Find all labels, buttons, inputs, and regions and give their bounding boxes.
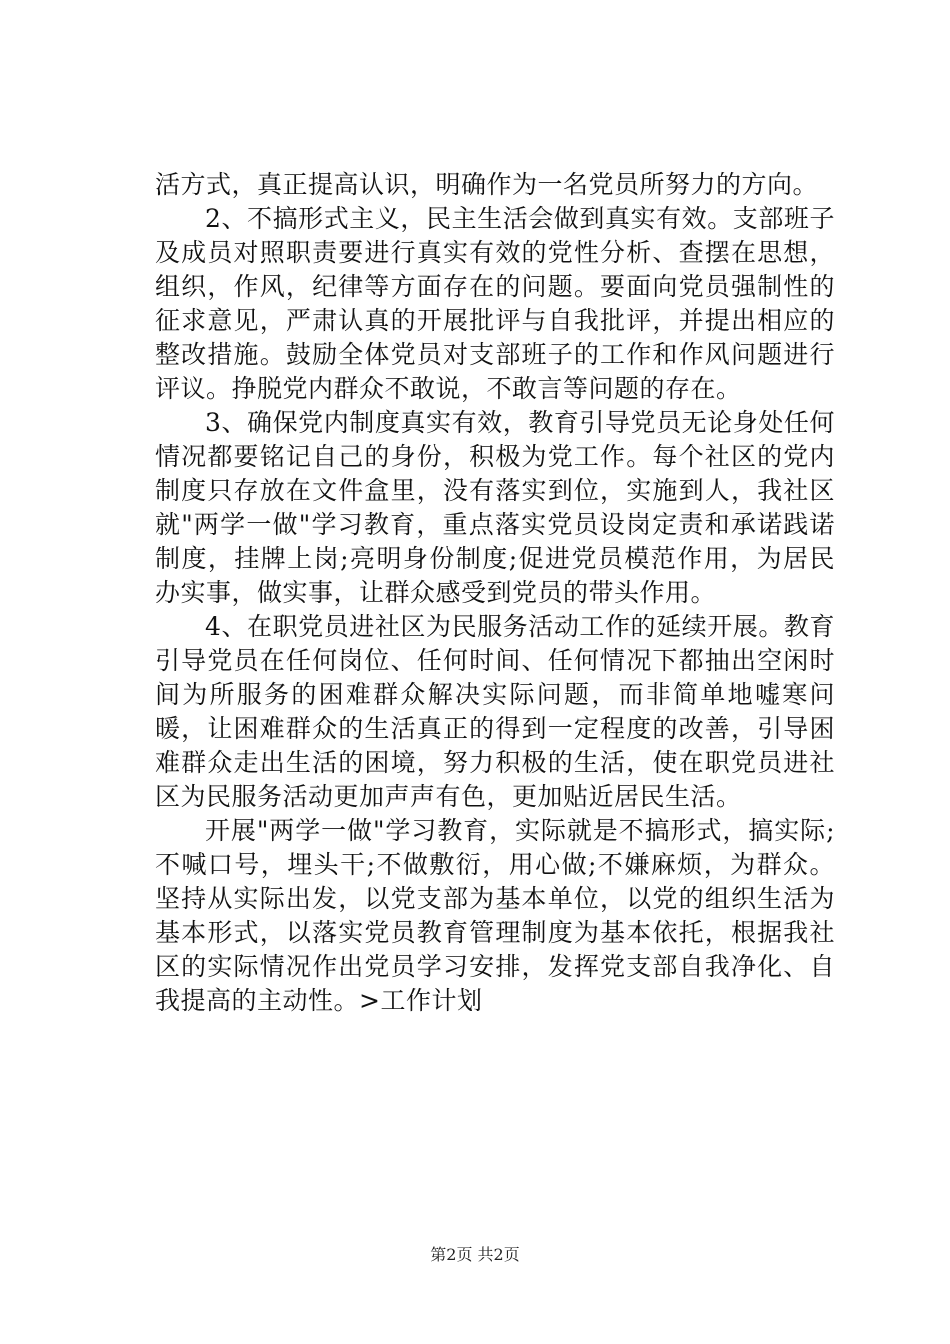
paragraph-item-4: 4、在职党员进社区为民服务活动工作的延续开展。教育引导党员在任何岗位、任何时间、任何情况下都抽出空闲时间为所服务的困难群众解决实际问题，而非简单地嘘寒问暖，让困难群众的生活真正的得到一定程度的改善，引导困难群众走出生活的困境，努力积极的生活，使在职党员进社区为民服务活动更加声声有色，更加贴近居民生活。: [155, 612, 835, 811]
page-number-footer: 第2页 共2页: [430, 1245, 520, 1264]
paragraph-continuation: 活方式，真正提高认识，明确作为一名党员所努力的方向。: [155, 170, 819, 199]
paragraph-item-2: 2、不搞形式主义，民主生活会做到真实有效。支部班子及成员对照职责要进行真实有效的党性分析、查摆在思想，组织，作风，纪律等方面存在的问题。要面向党员强制性的征求意见，严肃认真的开展批评与自我批评，并提出相应的整改措施。鼓励全体党员对支部班子的工作和作风问题进行评议。挣脱党内群众不敢说，不敢言等问题的存在。: [155, 204, 835, 403]
paragraph-conclusion: 开展"两学一做"学习教育，实际就是不搞形式，搞实际;不喊口号，埋头干;不做敷衍，用心做;不嫌麻烦，为群众。坚持从实际出发，以党支部为基本单位，以党的组织生活为基本形式，以落实党员教育管理制度为基本依托，根据我社区的实际情况作出党员学习安排，发挥党支部自我净化、自我提高的主动性。>工作计划: [155, 816, 835, 1015]
paragraph-item-3: 3、确保党内制度真实有效，教育引导党员无论身处任何情况都要铭记自己的身份，积极为党工作。每个社区的党内制度只存放在文件盒里，没有落实到位，实施到人，我社区就"两学一做"学习教育，重点落实党员设岗定责和承诺践诺制度，挂牌上岗;亮明身份制度;促进党员模范作用，为居民办实事，做实事，让群众感受到党员的带头作用。: [155, 408, 835, 607]
document-body: [155, 168, 835, 1018]
